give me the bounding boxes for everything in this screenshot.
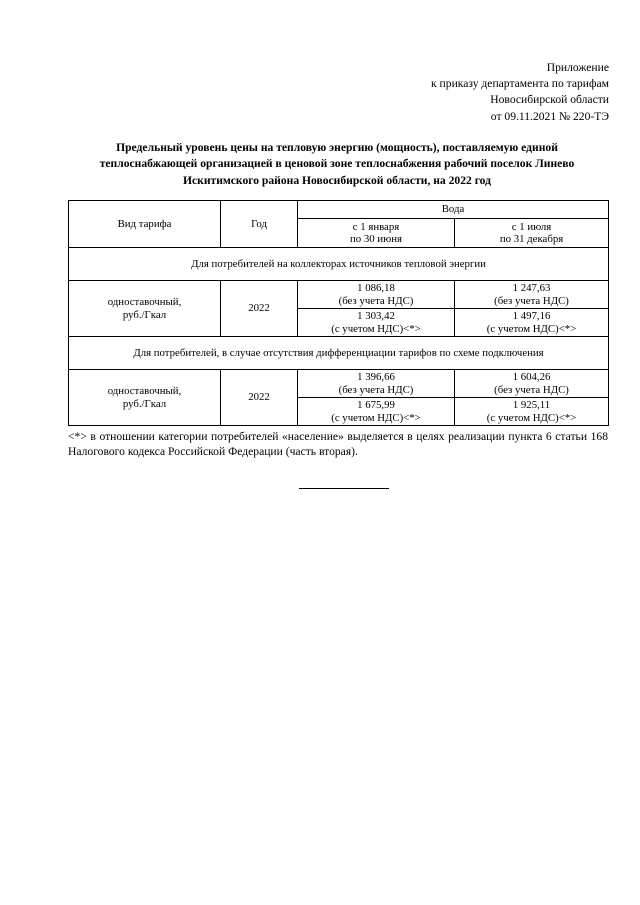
header-year: Год: [221, 201, 298, 248]
tariff-type-cell: [69, 281, 221, 337]
period-2-to: по 31 декабря: [499, 233, 564, 245]
tariff-type: одноставочный,: [107, 296, 182, 309]
price-vat-note: (без учета НДС): [494, 294, 569, 307]
price-vat-note: (с учетом НДС)<*>: [486, 322, 577, 335]
header-resource: Вода: [298, 201, 609, 219]
appendix-region: Новосибирской области: [490, 93, 609, 107]
price-vat-note: (с учетом НДС)<*>: [331, 322, 421, 335]
tariff-unit: руб./Гкал: [122, 397, 167, 410]
header-tariff-type: Вид тарифа: [69, 201, 221, 248]
price-cell: [455, 309, 609, 337]
price-vat-note: (с учетом НДС)<*>: [331, 411, 421, 424]
price-cell: [298, 370, 455, 398]
price-cell: [455, 281, 609, 309]
price-value: 1 497,16: [512, 310, 551, 323]
price-value: 1 396,66: [357, 371, 395, 384]
footnote: <*> в отношении категории потребителей «население» выделяется в целях реализации пункта 6 статьи 168 Налогового кодекса Российской Федерации (часть вторая).: [68, 430, 608, 458]
price-cell: [298, 398, 455, 426]
year-cell: 2022: [221, 281, 298, 337]
title-line-3: Искитимского района Новосибирской области, на 2022 год: [182, 173, 492, 187]
header-period-2: [455, 219, 609, 248]
appendix-order-ref: к приказу департамента по тарифам: [431, 77, 609, 91]
period-1-from: с 1 января: [352, 220, 400, 233]
price-value: 1 247,63: [512, 282, 551, 295]
price-value: 1 086,18: [357, 282, 395, 295]
tariff-table: [68, 200, 609, 426]
title-line-2: теплоснабжающей организацией в ценовой зоне теплоснабжения рабочий поселок Линево: [99, 157, 575, 171]
price-cell: [455, 398, 609, 426]
section-title: Для потребителей, в случае отсутствия дифференциации тарифов по схеме подключения: [69, 337, 609, 370]
tariff-type: одноставочный,: [107, 385, 182, 398]
period-1-to: по 30 июня: [350, 233, 402, 245]
appendix-label: Приложение: [546, 61, 609, 74]
header-period-1: [298, 219, 455, 248]
tariff-type-cell: [69, 370, 221, 426]
price-cell: [298, 281, 455, 309]
signature-line: [299, 488, 389, 489]
price-value: 1 925,11: [512, 399, 551, 412]
period-2-from: с 1 июля: [511, 220, 552, 233]
appendix-date-number: от 09.11.2021 № 220-ТЭ: [490, 109, 609, 123]
price-value: 1 303,42: [357, 310, 395, 323]
appendix-header: [431, 60, 609, 125]
price-cell: [455, 370, 609, 398]
document-title: [66, 140, 608, 189]
title-line-1: Предельный уровень цены на тепловую энергию (мощность), поставляемую единой: [116, 141, 558, 154]
price-vat-note: (без учета НДС): [338, 383, 414, 396]
tariff-unit: руб./Гкал: [122, 308, 167, 321]
price-vat-note: (без учета НДС): [494, 383, 569, 396]
price-cell: [298, 309, 455, 337]
price-value: 1 675,99: [357, 399, 395, 412]
price-vat-note: (без учета НДС): [338, 294, 414, 307]
year-cell: 2022: [221, 370, 298, 426]
price-value: 1 604,26: [512, 371, 551, 384]
section-title: Для потребителей на коллекторах источников тепловой энергии: [69, 248, 609, 281]
price-vat-note: (с учетом НДС)<*>: [486, 411, 577, 424]
